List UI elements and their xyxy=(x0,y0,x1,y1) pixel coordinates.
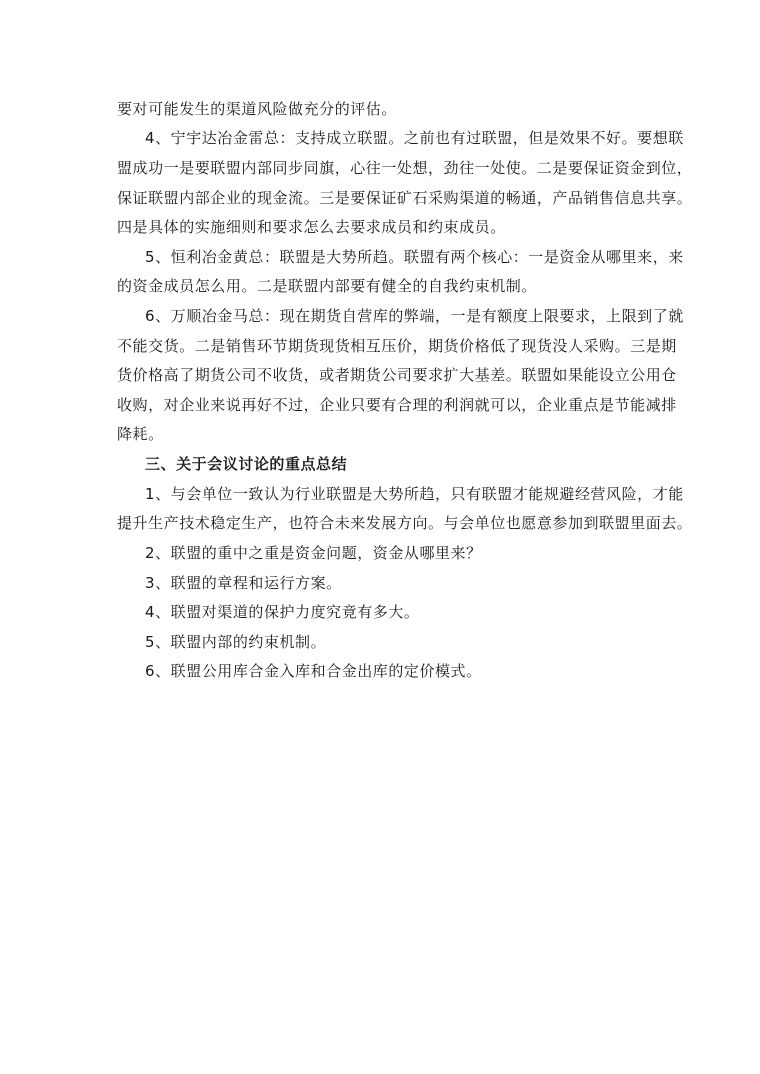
paragraph-line: 提升生产技术稳定生产，也符合未来发展方向。与会单位也愿意参加到联盟里面去。 xyxy=(117,514,693,532)
paragraph-line: 不能交货。二是销售环节期货现货相互压价，期货价格低了现货没人采购。三是期 xyxy=(117,337,677,355)
paragraph-line: 的资金成员怎么用。二是联盟内部要有健全的自我约束机制。 xyxy=(117,277,537,295)
paragraph-line: 要对可能发生的渠道风险做充分的评估。 xyxy=(117,100,397,118)
paragraph-line: 收购，对企业来说再好不过，企业只要有合理的利润就可以，企业重点是节能减排 xyxy=(117,396,677,414)
paragraph-line: 降耗。 xyxy=(117,425,164,443)
paragraph-line: 4、宁宇达冶金雷总：支持成立联盟。之前也有过联盟，但是效果不好。要想联 xyxy=(145,129,684,147)
paragraph-line: 四是具体的实施细则和要求怎么去要求成员和约束成员。 xyxy=(117,218,506,236)
list-item: 5、联盟内部的约束机制。 xyxy=(145,633,327,651)
list-item: 4、联盟对渠道的保护力度究竟有多大。 xyxy=(145,603,420,621)
paragraph-line: 6、万顺冶金马总：现在期货自营库的弊端，一是有额度上限要求，上限到了就 xyxy=(145,307,684,325)
paragraph-line: 5、恒利冶金黄总：联盟是大势所趋。联盟有两个核心：一是资金从哪里来，来 xyxy=(145,248,684,266)
list-item: 3、联盟的章程和运行方案。 xyxy=(145,574,342,592)
paragraph-line: 盟成功一是要联盟内部同步同旗，心往一处想，劲往一处使。二是要保证资金到位， xyxy=(117,159,693,177)
paragraph-line: 保证联盟内部企业的现金流。三是要保证矿石采购渠道的畅通，产品销售信息共享。 xyxy=(117,189,693,207)
list-item: 2、联盟的重中之重是资金问题，资金从哪里来？ xyxy=(145,544,482,562)
section-heading: 三、关于会议讨论的重点总结 xyxy=(145,455,348,473)
paragraph-line: 货价格高了期货公司不收货，或者期货公司要求扩大基差。联盟如果能设立公用仓 xyxy=(117,366,677,384)
paragraph-line: 1、与会单位一致认为行业联盟是大势所趋，只有联盟才能规避经营风险，才能 xyxy=(145,485,684,503)
list-item: 6、联盟公用库合金入库和合金出库的定价模式。 xyxy=(145,662,482,680)
